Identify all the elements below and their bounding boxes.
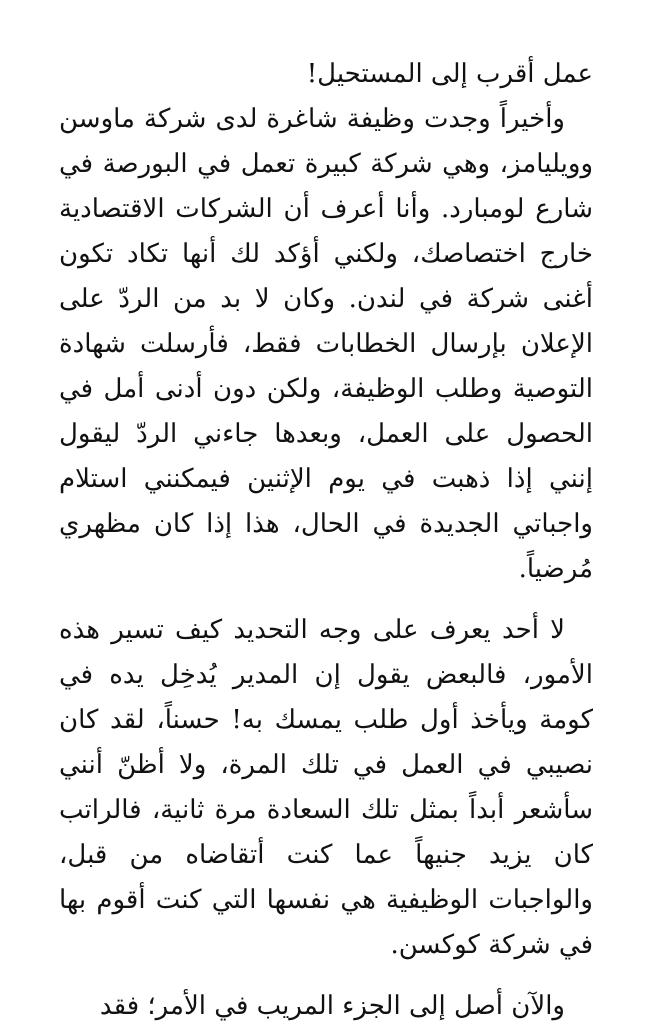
paragraph-2: لا أحد يعرف على وجه التحديد كيف تسير هذه الأمور، فالبعض يقول إن المدير يُدخِل يده في كومة ويأخذ أول طلب يمسك به! حسناً، لقد كان نصيبي في العمل في تلك المرة، ولا أظنّ أنني سأشعر أبداً بمثل تلك السعادة مرة ثانية، فالراتب كان يزيد جنيهاً عما كنت أتقاضاه من قبل، والواجبات الوظيفية هي نفسها التي كنت أقوم بها في شركة كوكسن. (59, 615, 593, 960)
paragraph-1: وأخيراً وجدت وظيفة شاغرة لدى شركة ماوسن وويليامز، وهي شركة كبيرة تعمل في البورصة في شارع لومبارد. وأنا أعرف أن الشركات الاقتصادية خارج اختصاصك، ولكني أؤكد لك أنها تكاد تكون أغنى شركة في لندن. وكان لا بد من الردّ على الإعلان بإرسال الخطابات فقط، فأرسلت شهادة التوصية وطلب الوظيفة، ولكن دون أدنى أمل في الحصول على العمل، وبعدها جاءني الردّ ليقول إنني إذا ذهبت في يوم الإثنين فيمكنني استلام واجباتي الجديدة في الحال، هذا إذا كان مظهري مُرضياً. (59, 104, 593, 584)
section-title: عمل أقرب إلى المستحيل! (306, 59, 593, 89)
paragraph-3: والآن أصل إلى الجزء المريب في الأمر؛ فقد (99, 991, 565, 1021)
document-page (59, 52, 593, 1029)
